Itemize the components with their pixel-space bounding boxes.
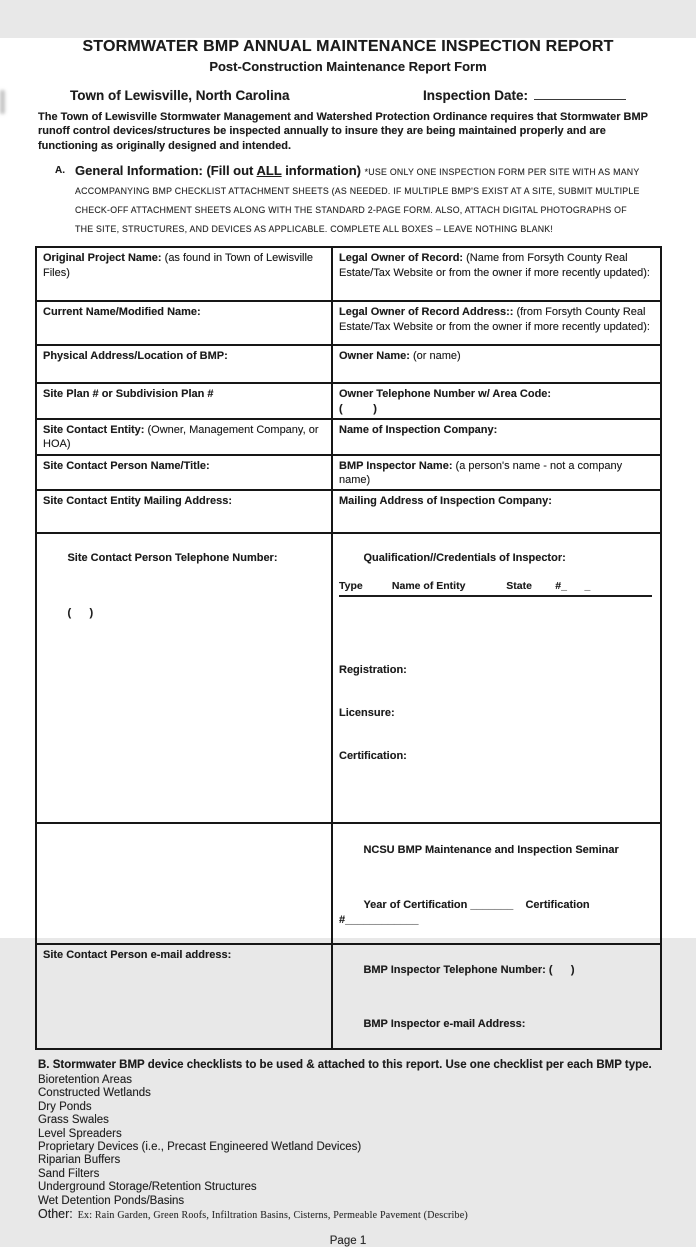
table-row bbox=[37, 822, 660, 943]
registration-label: Registration: bbox=[339, 663, 407, 676]
field-label: Physical Address/Location of BMP: bbox=[43, 350, 228, 363]
field-label: Current Name/Modified Name: bbox=[43, 306, 201, 319]
table-row bbox=[37, 532, 660, 822]
report-title: STORMWATER BMP ANNUAL MAINTENANCE INSPECTION REPORT bbox=[82, 38, 614, 55]
checklist-item: Level Spreaders bbox=[38, 1127, 122, 1140]
section-b bbox=[38, 1059, 662, 1222]
cell-inspector-contact bbox=[333, 945, 660, 1048]
field-label: Owner Name: bbox=[339, 350, 410, 363]
licensure-label: Licensure: bbox=[339, 706, 395, 719]
section-a-index: A. bbox=[55, 164, 65, 176]
table-row bbox=[37, 344, 660, 382]
field-note: (or name) bbox=[409, 350, 461, 363]
qualification-columns-header: Type Name of Entity State #_ _ bbox=[339, 580, 652, 597]
cell-inspector-qualifications bbox=[333, 534, 660, 822]
cell-ncsu-seminar bbox=[333, 824, 660, 943]
cell-empty bbox=[37, 824, 333, 943]
checklist-item: Constructed Wetlands bbox=[38, 1087, 151, 1100]
cell-original-project-name bbox=[37, 248, 333, 300]
checklist-item: Underground Storage/Retention Structures bbox=[38, 1181, 257, 1194]
field-label: Site Plan # or Subdivision Plan # bbox=[43, 388, 214, 401]
section-a bbox=[55, 162, 662, 238]
table-row bbox=[37, 382, 660, 418]
cell-legal-owner-address bbox=[333, 302, 660, 344]
phone-blank: ( ) bbox=[67, 607, 94, 620]
inspection-date-label: Inspection Date: bbox=[422, 88, 528, 103]
cell-site-contact-email bbox=[37, 945, 333, 1048]
other-note: Ex: Rain Garden, Green Roofs, Infiltration Basins, Cisterns, Permeable Pavement (Describe) bbox=[77, 1210, 468, 1222]
field-label: Site Contact Entity: bbox=[43, 423, 145, 436]
cell-site-contact-entity bbox=[37, 420, 333, 454]
section-a-heading bbox=[75, 163, 365, 178]
section-a-body bbox=[75, 162, 647, 238]
field-label: Legal Owner of Record: bbox=[339, 252, 467, 265]
document-page bbox=[0, 38, 696, 1247]
table-row bbox=[37, 300, 660, 344]
page-number: Page 1 bbox=[329, 1235, 367, 1247]
checklist-item: Bioretention Areas bbox=[38, 1074, 132, 1087]
general-info-table bbox=[35, 246, 662, 1050]
field-note: (a person's name - not a company name) bbox=[339, 459, 626, 486]
field-label: Qualification//Credentials of Inspector: bbox=[363, 552, 566, 565]
report-subtitle: Post-Construction Maintenance Report Form bbox=[209, 59, 487, 74]
table-row bbox=[37, 418, 660, 454]
year-certification-line: Year of Certification _______ Certification #____________ bbox=[339, 899, 593, 926]
checklist-item: Riparian Buffers bbox=[38, 1154, 121, 1167]
bmp-checklist bbox=[38, 1074, 662, 1222]
checklist-item: Dry Ponds bbox=[38, 1100, 92, 1113]
cell-site-contact-person bbox=[37, 456, 333, 490]
intro-paragraph: The Town of Lewisville Stormwater Management and Watershed Protection Ordinance requires that Stormwater BMP runoff control devices/structures be inspected annually to insure they are being maintained properly and are functioning as originally designed and intended. bbox=[38, 111, 651, 152]
field-label: BMP Inspector Name: bbox=[339, 459, 453, 472]
section-a-note: *USE ONLY ONE INSPECTION FORM PER SITE WITH AS MANY ACCOMPANYING BMP CHECKLIST ATTACHMENT SHEETS (AS NEEDED. IF MULTIPLE BMP'S EXIST AT A SITE, SUBMIT MULTIPLE CHECK-OFF ATTACHMENT SHEETS ALONG WITH THE STANDARD 2-PAGE FORM. ALSO, ATTACH DIGITAL PHOTOGRAPHS OF THE SITE, STRUCTURES, AND DEVICES AS APPLICABLE. COMPLETE ALL BOXES – LEAVE NOTHING BLANK! bbox=[75, 166, 640, 234]
town-name: Town of Lewisville, North Carolina bbox=[70, 88, 290, 103]
field-label: Legal Owner of Record Address:: bbox=[339, 306, 514, 319]
table-row bbox=[37, 489, 660, 532]
checklist-item: Grass Swales bbox=[38, 1114, 109, 1127]
cell-current-name bbox=[37, 302, 333, 344]
field-label: Site Contact Person e-mail address: bbox=[43, 949, 232, 962]
inspection-date-blank bbox=[534, 87, 626, 100]
table-row bbox=[37, 454, 660, 490]
other-label: Other: bbox=[38, 1207, 73, 1222]
checklist-item: Proprietary Devices (i.e., Precast Engineered Wetland Devices) bbox=[38, 1141, 362, 1154]
cell-inspection-company-mailing-address bbox=[333, 491, 660, 532]
field-label: Mailing Address of Inspection Company: bbox=[339, 495, 552, 508]
field-label: Original Project Name: bbox=[43, 252, 162, 265]
cell-site-contact-telephone bbox=[37, 534, 333, 822]
checklist-item: Wet Detention Ponds/Basins bbox=[38, 1194, 185, 1207]
checklist-item: Sand Filters bbox=[38, 1167, 100, 1180]
field-note: (Name from Forsyth County Real Estate/Tax Website or from the owner if more recently updated): bbox=[339, 252, 650, 279]
field-label: Name of Inspection Company: bbox=[339, 423, 498, 436]
table-row bbox=[37, 943, 660, 1048]
field-label: Site Contact Person Telephone Number: bbox=[67, 552, 278, 565]
cell-physical-address bbox=[37, 346, 333, 382]
cell-inspection-company bbox=[333, 420, 660, 454]
inspector-email-label: BMP Inspector e-mail Address: bbox=[363, 1018, 526, 1031]
table-row bbox=[37, 248, 660, 300]
cell-owner-name bbox=[333, 346, 660, 382]
phone-blank: ( ) bbox=[339, 402, 377, 415]
inspection-date-group bbox=[423, 87, 626, 103]
section-a-heading-post: information) bbox=[281, 162, 365, 178]
cell-legal-owner-of-record bbox=[333, 248, 660, 300]
field-label: Site Contact Entity Mailing Address: bbox=[43, 495, 233, 508]
field-label: Owner Telephone Number w/ Area Code: bbox=[339, 388, 552, 401]
field-note: (from Forsyth County Real Estate/Tax Website or from the owner if more recently updated): bbox=[339, 306, 650, 333]
field-note: (Owner, Management Company, or HOA) bbox=[43, 423, 322, 451]
cell-owner-telephone bbox=[333, 384, 660, 418]
inspector-phone-label: BMP Inspector Telephone Number: ( ) bbox=[363, 963, 575, 976]
cell-site-contact-mailing-address bbox=[37, 491, 333, 532]
field-note: (as found in Town of Lewisville Files) bbox=[43, 252, 317, 279]
other-row bbox=[38, 1208, 662, 1222]
town-inspection-row bbox=[70, 87, 626, 103]
scan-artifact bbox=[0, 90, 5, 114]
field-label: Site Contact Person Name/Title: bbox=[43, 459, 210, 472]
qualification-list bbox=[339, 634, 654, 791]
certification-label: Certification: bbox=[339, 749, 407, 762]
section-a-heading-underlined: ALL bbox=[256, 162, 282, 178]
section-b-heading: B. Stormwater BMP device checklists to be used & attached to this report. Use one checklist per each BMP type. bbox=[38, 1059, 652, 1072]
cell-bmp-inspector-name bbox=[333, 456, 660, 490]
seminar-label: NCSU BMP Maintenance and Inspection Seminar bbox=[363, 844, 619, 857]
section-a-heading-pre: General Information: (Fill out bbox=[75, 162, 257, 178]
cell-site-plan-number bbox=[37, 384, 333, 418]
